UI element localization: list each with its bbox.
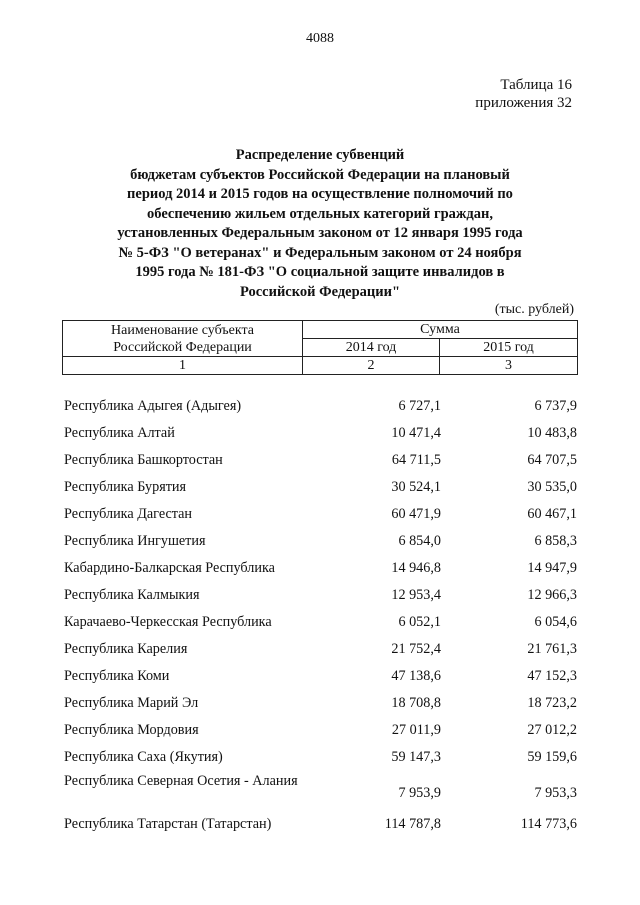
table-row (62, 505, 577, 532)
table-row (62, 748, 577, 775)
region-name: Республика Алтай (64, 425, 175, 441)
value-2015: 59 159,6 (527, 749, 577, 765)
table-row (62, 667, 577, 694)
region-name: Республика Саха (Якутия) (64, 749, 223, 765)
value-2014: 10 471,4 (391, 425, 441, 441)
value-2014: 18 708,8 (391, 695, 441, 711)
header-year-2015: 2015 год (440, 339, 578, 357)
table-row (62, 640, 577, 667)
header-sum: Сумма (303, 321, 578, 339)
value-2015: 27 012,2 (527, 722, 577, 738)
value-2014: 12 953,4 (391, 587, 441, 603)
header-col-number-2: 2 (303, 357, 440, 375)
region-name: Республика Ингушетия (64, 533, 206, 549)
value-2015: 47 152,3 (527, 668, 577, 684)
region-name: Карачаево-Черкесская Республика (64, 614, 272, 630)
table-row (62, 694, 577, 721)
region-name: Республика Бурятия (64, 479, 187, 495)
region-name: Республика Коми (64, 668, 170, 684)
region-name: Республика Марий Эл (64, 695, 199, 711)
table-row (62, 397, 577, 424)
region-name: Республика Северная Осетия - Алания (64, 773, 298, 789)
table-reference (475, 76, 572, 112)
value-2015: 30 535,0 (527, 479, 577, 495)
table-reference-line2: приложения 32 (475, 95, 572, 111)
value-2015: 6 737,9 (534, 398, 577, 414)
table-row (62, 478, 577, 505)
region-name: Республика Башкортостан (64, 452, 223, 468)
header-col-number-3: 3 (440, 357, 578, 375)
value-2014: 47 138,6 (391, 668, 441, 684)
table-row (62, 613, 577, 640)
value-2015: 114 773,6 (520, 816, 577, 832)
header-region-name-line1: Наименование субъекта (111, 322, 254, 338)
table-row (62, 451, 577, 478)
region-name: Республика Татарстан (Татарстан) (64, 816, 272, 832)
value-2014: 6 052,1 (398, 614, 441, 630)
value-2014: 114 787,8 (384, 816, 441, 832)
value-2014: 7 953,9 (398, 785, 441, 801)
value-2015: 6 858,3 (534, 533, 577, 549)
document-title (90, 146, 550, 302)
value-2014: 6 727,1 (398, 398, 441, 414)
region-name: Республика Калмыкия (64, 587, 200, 603)
title-line: обеспечению жильем отдельных категорий граждан, (147, 205, 493, 222)
title-line: Распределение субвенций (235, 147, 405, 163)
table-row (62, 532, 577, 559)
value-2015: 18 723,2 (527, 695, 577, 711)
value-2014: 6 854,0 (398, 533, 441, 549)
value-2014: 14 946,8 (391, 560, 441, 576)
value-2014: 27 011,9 (391, 722, 441, 738)
value-2014: 21 752,4 (391, 641, 441, 657)
value-2014: 60 471,9 (391, 506, 441, 522)
value-2014: 30 524,1 (391, 479, 441, 495)
value-2015: 12 966,3 (527, 587, 577, 603)
value-2015: 60 467,1 (527, 506, 577, 522)
title-line: № 5-ФЗ "О ветеранах" и Федеральным законом от 24 ноября (118, 244, 522, 261)
value-2015: 21 761,3 (527, 641, 577, 657)
table-header (62, 320, 578, 375)
value-2015: 14 947,9 (527, 560, 577, 576)
title-line: бюджетам субъектов Российской Федерации на плановый (130, 166, 510, 183)
table-reference-line1: Таблица 16 (500, 77, 572, 93)
page-number: 4088 (306, 31, 334, 46)
region-name: Республика Адыгея (Адыгея) (64, 398, 242, 414)
title-line: Российской Федерации" (239, 283, 401, 300)
title-line: установленных Федеральным законом от 12 января 1995 года (117, 225, 523, 241)
header-region-name-line2: Российской Федерации (113, 339, 252, 355)
value-2015: 7 953,3 (534, 785, 577, 801)
value-2015: 10 483,8 (527, 425, 577, 441)
region-name: Кабардино-Балкарская Республика (64, 560, 275, 576)
title-line: 1995 года № 181-ФЗ "О социальной защите инвалидов в (135, 264, 505, 280)
region-name: Республика Карелия (64, 641, 188, 657)
value-2015: 6 054,6 (534, 614, 577, 630)
header-region-name (63, 321, 303, 357)
title-line: период 2014 и 2015 годов на осуществление полномочий по (127, 186, 513, 202)
units-label: (тыс. рублей) (494, 302, 574, 317)
region-name: Республика Дагестан (64, 506, 193, 522)
value-2014: 59 147,3 (391, 749, 441, 765)
table-row (62, 815, 577, 842)
table-row (62, 721, 577, 748)
header-year-2014: 2014 год (303, 339, 440, 357)
table-row (62, 586, 577, 613)
value-2014: 64 711,5 (391, 452, 441, 468)
table-row (62, 559, 577, 586)
table-body (62, 397, 577, 842)
header-col-number-1: 1 (63, 357, 303, 375)
table-row (62, 775, 577, 815)
region-name: Республика Мордовия (64, 722, 199, 738)
value-2015: 64 707,5 (527, 452, 577, 468)
table-row (62, 424, 577, 451)
